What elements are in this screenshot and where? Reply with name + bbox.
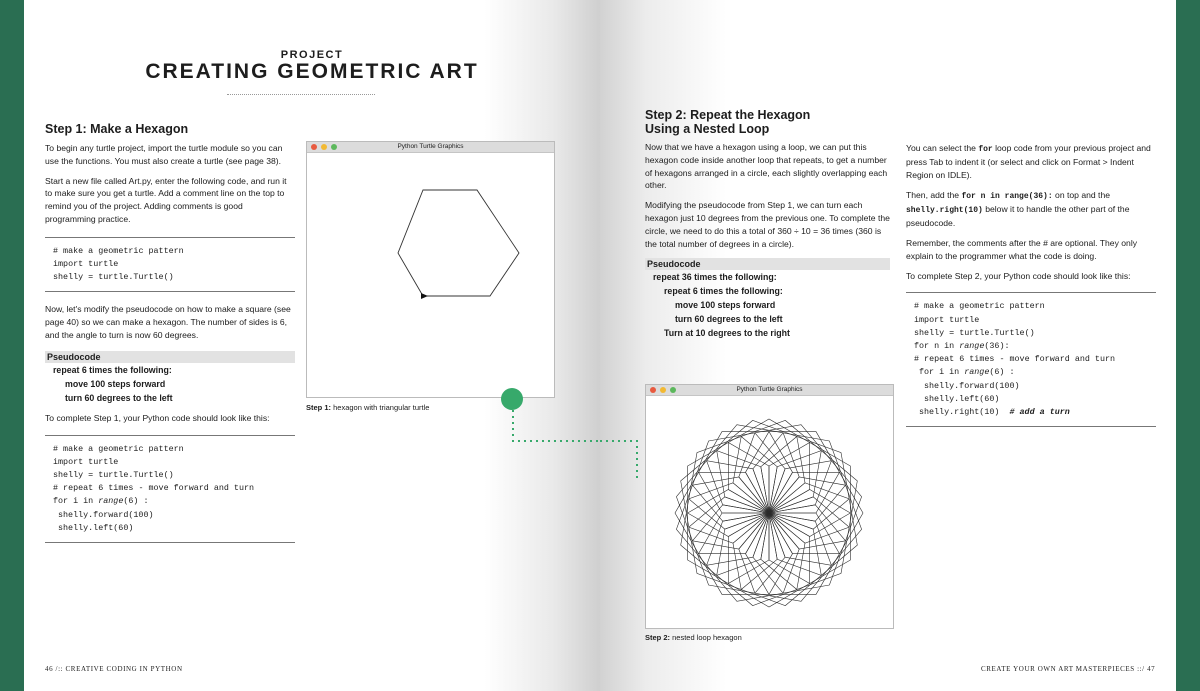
code-line: shelly.left(60)	[58, 522, 134, 533]
code-builtin: range	[964, 367, 990, 378]
pseudocode-line: move 100 steps forward	[65, 378, 166, 389]
turtle-window-step1	[306, 141, 555, 398]
pseudocode-line: repeat 36 times the following:	[653, 272, 777, 283]
pseudocode-line: move 100 steps forward	[675, 300, 776, 311]
code-line: shelly = turtle.Turtle()	[53, 272, 174, 283]
connector-line-continued	[600, 410, 640, 480]
col2-para4: To complete Step 2, your Python code should look like this:	[906, 270, 1131, 281]
code-line: import turtle	[53, 456, 119, 467]
code-line: shelly.left(60)	[924, 393, 1000, 404]
code-line: shelly.forward(100)	[924, 380, 1020, 391]
project-label: PROJECT	[280, 49, 344, 61]
code-builtin: range	[98, 496, 124, 507]
text-span: loop code from your previous project and press Tab to indent it (or select and click on Format > Indent Region on IDLE).	[906, 143, 1151, 180]
col2-para2	[906, 189, 1156, 230]
project-title: CREATING GEOMETRIC ART	[145, 60, 479, 83]
code-line: shelly = turtle.Turtle()	[914, 327, 1035, 338]
window-title: Python Turtle Graphics	[736, 386, 803, 393]
window-titlebar	[646, 385, 893, 396]
step1-para1: To begin any turtle project, import the turtle module so you can use the functions. You must also create a turtle (see page 38).	[45, 143, 283, 166]
code-line: # make a geometric pattern	[53, 245, 184, 256]
code-line	[914, 366, 1148, 379]
step2-para1: Now that we have a hexagon using a loop, we can put this hexagon code inside another loop that repeats, to get a number of hexagons arranged in a circle, each slightly overlapping each other.	[645, 142, 888, 191]
step2-caption	[645, 633, 742, 643]
code-line	[914, 406, 1148, 419]
right-page	[600, 0, 1176, 691]
title-divider	[227, 94, 375, 95]
code-line: shelly = turtle.Turtle()	[53, 469, 174, 480]
hexagon-shape	[398, 190, 519, 296]
pseudocode-block-1	[45, 351, 295, 405]
code-keyword: for n in	[914, 341, 960, 351]
text-span: below it to handle the other part of the pseudocode.	[906, 204, 1130, 229]
code-line: import turtle	[914, 314, 980, 325]
step1-caption	[306, 403, 429, 413]
pseudocode-block-2	[645, 258, 890, 340]
step2-heading-line2: Using a Nested Loop	[645, 122, 770, 136]
pseudocode-line: repeat 6 times the following:	[664, 286, 783, 297]
code-args: (36):	[984, 341, 1010, 351]
step2-column	[645, 108, 890, 340]
pseudocode-line: turn 60 degrees to the left	[65, 392, 173, 403]
code-line: # make a geometric pattern	[914, 301, 1045, 312]
nested-hexagon-canvas	[646, 396, 893, 627]
hexagon-canvas	[307, 153, 554, 396]
caption-text: nested loop hexagon	[670, 633, 742, 642]
code-line: shelly.forward(100)	[58, 509, 154, 520]
pseudocode-line: Turn at 10 degrees to the right	[664, 328, 790, 339]
code-line: # repeat 6 times - move forward and turn	[914, 354, 1116, 365]
code-line	[914, 340, 1148, 353]
step1-para3: Now, let's modify the pseudocode on how to make a square (see page 40) so we can make a hexagon. The number of sides is 6, and the angle to turn is now 60 degrees.	[45, 304, 291, 340]
pseudocode-line: repeat 6 times the following:	[53, 364, 172, 375]
step1-para4: To complete Step 1, your Python code should look like this:	[45, 412, 270, 423]
col2-text	[906, 142, 1156, 427]
inline-code: for n in range(36):	[961, 191, 1053, 201]
text-span: You can select the	[906, 143, 979, 153]
step2-heading-line1: Step 2: Repeat the Hexagon	[645, 108, 811, 122]
connector-line	[510, 410, 600, 480]
code-line	[53, 495, 287, 508]
code-line: # make a geometric pattern	[53, 443, 184, 454]
code-block-2	[45, 435, 295, 543]
code-args: (6) :	[123, 496, 149, 507]
code-keyword: for i in	[53, 496, 99, 507]
code-line: import turtle	[53, 258, 119, 269]
col2-para1	[906, 142, 1156, 182]
step1-para2: Start a new file called Art.py, enter the following code, and run it to make sure you get a turtle. Add a comment line on the top to remind you of the project. Adding comments is good programming practice.	[45, 175, 287, 224]
col2-para3: Remember, the comments after the # are optional. They only explain to the programmer what the code is doing.	[906, 238, 1138, 261]
code-comment: # add a turn	[1009, 407, 1070, 418]
text-span: Then, add the	[906, 189, 962, 200]
window-title: Python Turtle Graphics	[397, 143, 464, 150]
text-span: on top and the	[1052, 189, 1110, 200]
code-block-3	[906, 292, 1156, 427]
window-titlebar	[307, 142, 554, 153]
turtle-window-step2	[645, 384, 894, 629]
left-footer: 46 /:: CREATIVE CODING IN PYTHON	[45, 665, 183, 673]
caption-label: Step 2:	[645, 633, 671, 642]
step1-heading: Step 1: Make a Hexagon	[45, 122, 189, 136]
left-page	[24, 0, 600, 691]
right-footer: CREATE YOUR OWN ART MASTERPIECES ::/ 47	[981, 665, 1156, 673]
step1-column	[45, 122, 295, 543]
pseudocode-heading: Pseudocode	[645, 258, 890, 270]
step2-para2: Modifying the pseudocode from Step 1, we can turn each hexagon just 10 degrees from the previous one. To complete the circle, we need to do this a total of 360 ÷ 10 = 36 times (360 is the total number of degrees in a circle).	[645, 200, 890, 249]
inline-code: shelly.right(10)	[906, 206, 983, 215]
code-builtin: range	[959, 341, 985, 351]
turtle-arrow-icon	[421, 293, 428, 299]
pseudocode-line: turn 60 degrees to the left	[675, 314, 783, 325]
code-keyword: for i in	[919, 367, 965, 378]
caption-text: hexagon with triangular turtle	[331, 403, 430, 412]
inline-code: for	[978, 145, 993, 154]
code-line: # repeat 6 times - move forward and turn	[53, 483, 255, 494]
code-block-1	[45, 237, 295, 293]
code-args: (6) :	[989, 367, 1015, 378]
code-statement: shelly.right(10)	[919, 407, 1000, 418]
connector-dot	[501, 388, 523, 410]
caption-label: Step 1:	[306, 403, 332, 412]
pseudocode-heading: Pseudocode	[45, 351, 295, 363]
